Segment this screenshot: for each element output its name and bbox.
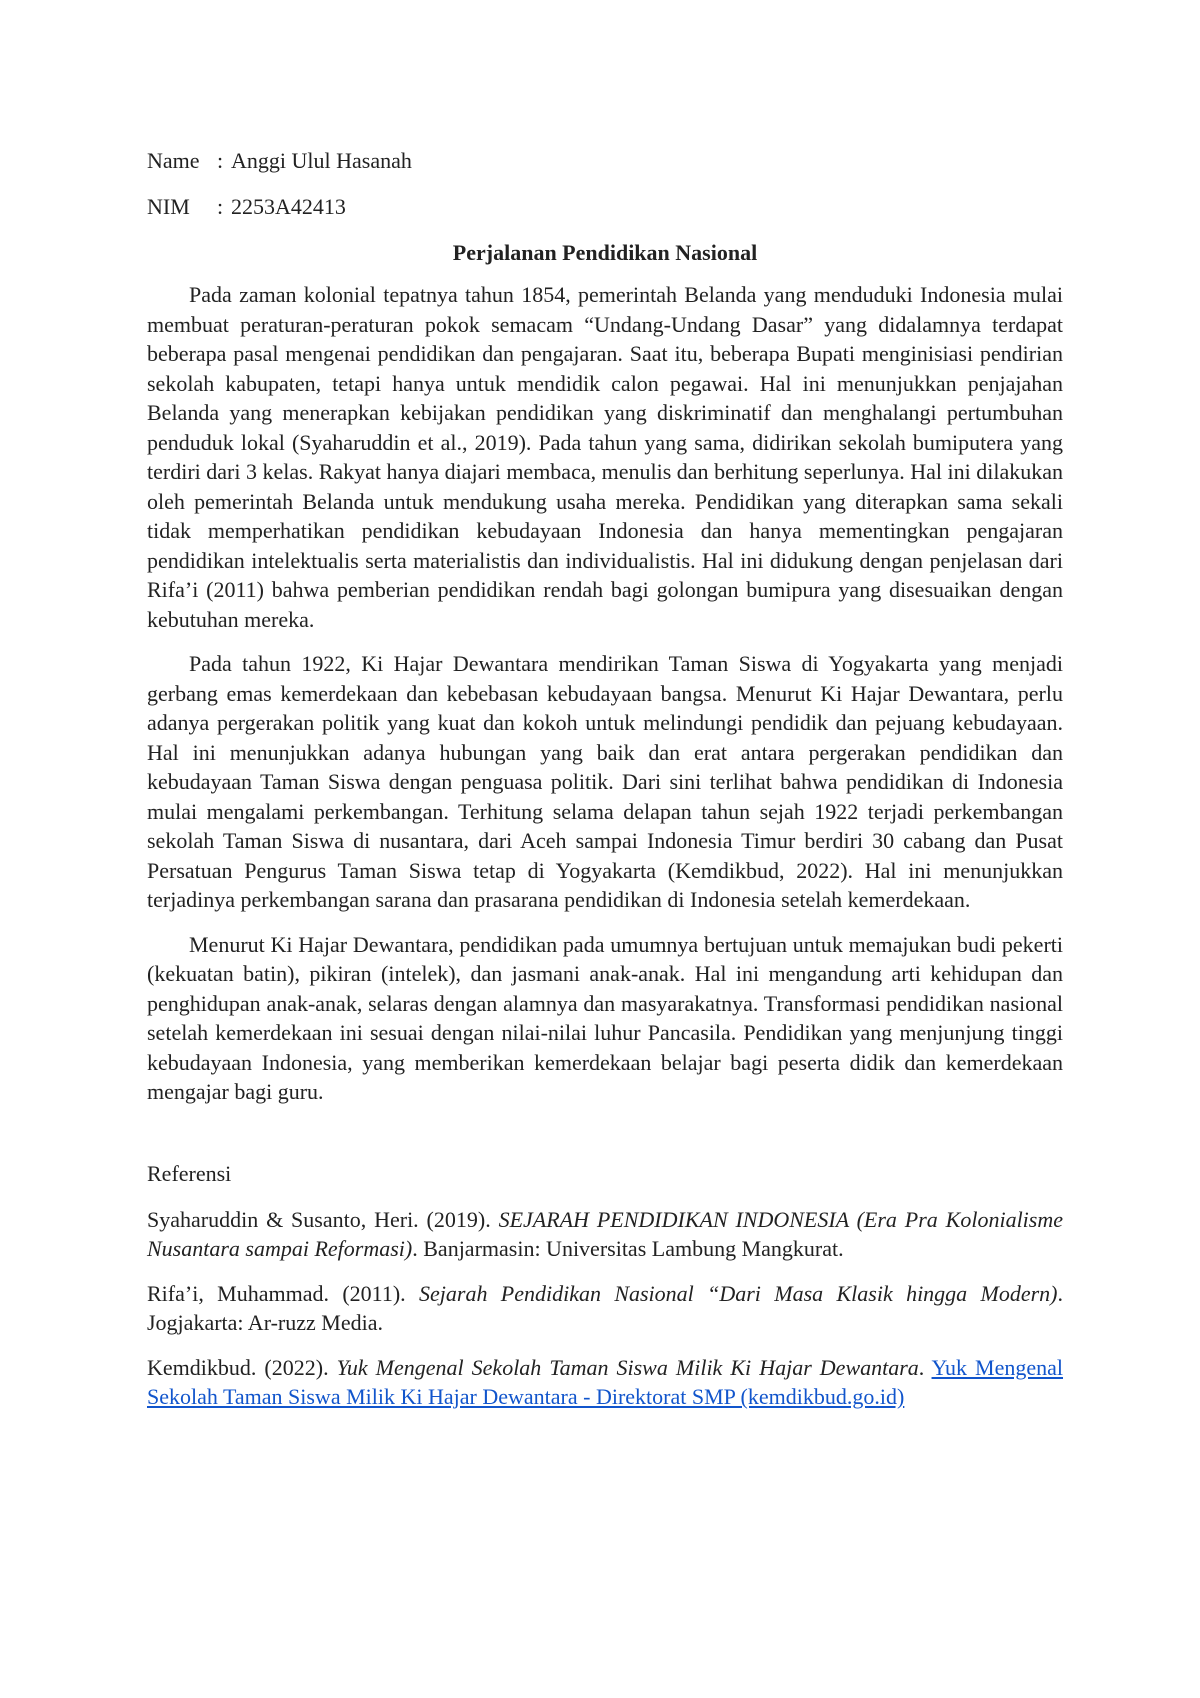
name-label: Name — [147, 148, 200, 173]
name-value: Anggi Ulul Hasanah — [231, 148, 412, 173]
body-paragraph: Pada zaman kolonial tepatnya tahun 1854, pemerintah Belanda yang menduduki Indonesia mulai membuat peraturan-peraturan pokok semacam “Undang-Undang Dasar” yang didalamnya terdapat beberapa pasal mengenai pendidikan dan pengajaran. Saat itu, beberapa Bupati menginisiasi pendirian sekolah kabupaten, tetapi hanya untuk mendidik calon pegawai. Hal ini menunjukkan penjajahan Belanda yang menerapkan kebijakan pendidikan yang diskriminatif dan menghalangi pertumbuhan penduduk lokal (Syaharuddin et al., 2019). Pada tahun yang sama, didirikan sekolah bumiputera yang terdiri dari 3 kelas. Rakyat hanya diajari membaca, menulis dan berhitung seperlunya. Hal ini dilakukan oleh pemerintah Belanda untuk mendukung usaha mereka. Pendidikan yang diterapkan sama sekali tidak memperhatikan pendidikan kebudayaan Indonesia dan hanya mementingkan pengajaran pendidikan intelektualis serta materialistis dan individualistis. Hal ini didukung dengan penjelasan dari Rifa’i (2011) bahwa pemberian pendidikan rendah bagi golongan bumipura yang disesuaikan dengan kebutuhan mereka. — [147, 282, 1063, 632]
reference-item — [147, 1353, 1063, 1412]
reference-title: Yuk Mengenal Sekolah Taman Siswa Milik Ki Hajar Dewantara — [336, 1354, 919, 1380]
reference-link[interactable]: Yuk Mengenal Sekolah Taman Siswa Milik Ki Hajar Dewantara - Direktorat SMP (kemdikbud.go.id) — [147, 1354, 1063, 1409]
reference-title: SEJARAH PENDIDIKAN INDONESIA (Era Pra Kolonialisme Nusantara sampai Reformasi) — [147, 1206, 1064, 1261]
reference-item — [147, 1205, 1063, 1264]
body-paragraph: Pada tahun 1922, Ki Hajar Dewantara mendirikan Taman Siswa di Yogyakarta yang menjadi gerbang emas kemerdekaan dan kebebasan kebudayaan bangsa. Menurut Ki Hajar Dewantara, perlu adanya pergerakan politik yang kuat dan kokoh untuk melindungi pendidik dan pejuang kebudayaan. Hal ini menunjukkan adanya hubungan yang baik dan erat antara pergerakan pendidikan dan kebudayaan Taman Siswa dengan penguasa politik. Dari sini terlihat bahwa pendidikan di Indonesia mulai mengalami perkembangan. Terhitung selama delapan tahun sejah 1922 terjadi perkembangan sekolah Taman Siswa di nusantara, dari Aceh sampai Indonesia Timur berdiri 30 cabang dan Pusat Persatuan Pengurus Taman Siswa tetap di Yogyakarta (Kemdikbud, 2022). Hal ini menunjukkan terjadinya perkembangan sarana dan prasarana pendidikan di Indonesia setelah kemerdekaan. — [147, 651, 1063, 912]
reference-publisher: . Jogjakarta: Ar-ruzz Media. — [147, 1280, 1063, 1335]
reference-separator: . — [918, 1354, 932, 1380]
name-row — [147, 146, 1063, 176]
nim-separator: : — [217, 194, 224, 219]
reference-authors: Kemdikbud. (2022). — [147, 1354, 337, 1380]
document-title: Perjalanan Pendidikan Nasional — [452, 240, 758, 265]
nim-value: 2253A42413 — [231, 194, 346, 219]
nim-label: NIM — [147, 194, 190, 219]
reference-title: Sejarah Pendidikan Nasional “Dari Masa Klasik hingga Modern) — [419, 1280, 1058, 1306]
name-separator: : — [217, 148, 224, 173]
reference-authors: Rifa’i, Muhammad. (2011). — [147, 1280, 419, 1306]
reference-authors: Syaharuddin & Susanto, Heri. (2019). — [147, 1206, 499, 1232]
document-body — [147, 146, 1063, 1427]
reference-item — [147, 1279, 1063, 1338]
body-paragraph: Menurut Ki Hajar Dewantara, pendidikan pada umumnya bertujuan untuk memajukan budi pekerti (kekuatan batin), pikiran (intelek), dan jasmani anak-anak. Hal ini mengandung arti kehidupan dan penghidupan anak-anak, selaras dengan alamnya dan masyarakatnya. Transformasi pendidikan nasional setelah kemerdekaan ini sesuai dengan nilai-nilai luhur Pancasila. Pendidikan yang menjunjung tinggi kebudayaan Indonesia, yang memberikan kemerdekaan belajar bagi peserta didik dan kemerdekaan mengajar bagi guru. — [147, 931, 1063, 1104]
nim-row — [147, 192, 1063, 222]
references-heading: Referensi — [147, 1160, 232, 1186]
reference-publisher: . Banjarmasin: Universitas Lambung Mangkurat. — [412, 1236, 844, 1261]
